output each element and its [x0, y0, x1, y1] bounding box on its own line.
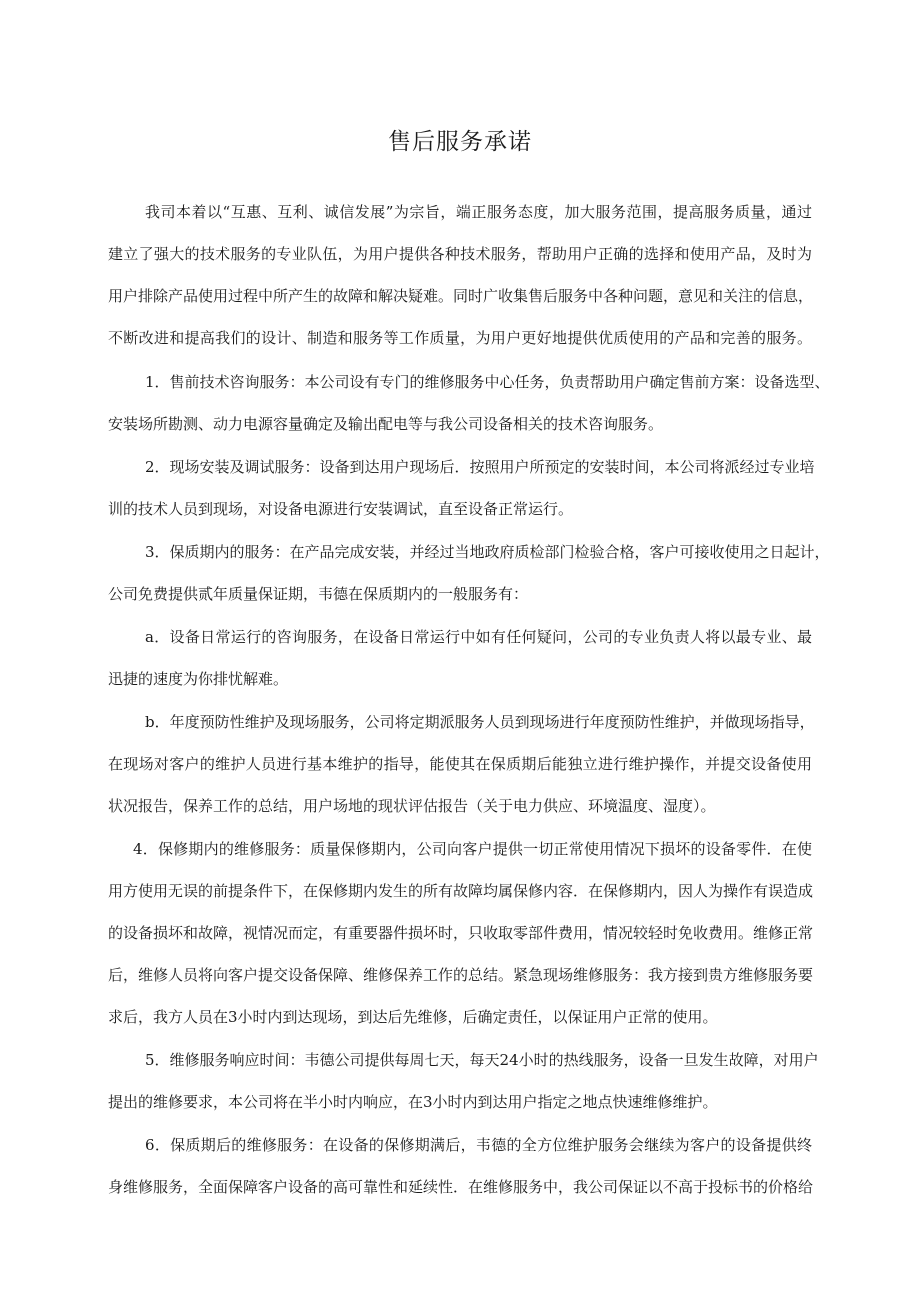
item2-line-2: 训的技术人员到现场，对设备电源进行安装调试，直至设备正常运行。 [108, 500, 574, 518]
item5-line-2: 提出的维修要求，本公司将在半小时内响应，在3小时内到达用户指定之地点快速维修维护。 [108, 1093, 718, 1111]
item1-line-2: 安装场所勘测、动力电源容量确定及输出配电等与我公司设备相关的技术咨询服务。 [108, 415, 664, 433]
item3b-line-3: 状况报告，保养工作的总结，用户场地的现状评估报告（关于电力供应、环境温度、湿度）。 [108, 797, 716, 815]
item2-line-1: 2．现场安装及调试服务：设备到达用户现场后．按照用户所预定的安装时间，本公司将派经过专业培 [145, 458, 815, 476]
intro-line-1: 我司本着以“互惠、互利、诚信发展”为宗旨，端正服务态度，加大服务范围，提高服务质量，通过 [145, 203, 812, 221]
item5-line-1: 5．维修服务响应时间：韦德公司提供每周七天，每天24小时的热线服务，设备一旦发生故障，对用户 [145, 1051, 819, 1069]
item4-line-2: 用方使用无误的前提条件下，在保修期内发生的所有故障均属保修内容．在保修期内，因人为操作有误造成 [108, 882, 814, 900]
item1-line-1: 1．售前技术咨询服务：本公司设有专门的维修服务中心任务，负责帮助用户确定售前方案：设备选型、 [145, 373, 830, 391]
item4-line-1: 4．保修期内的维修服务：质量保修期内，公司向客户提供一切正常使用情况下损坏的设备零件．在使 [133, 840, 812, 858]
item3b-line-1: b．年度预防性维护及现场服务，公司将定期派服务人员到现场进行年度预防性维护，并做现场指导， [145, 713, 815, 731]
item4-line-3: 的设备损坏和故障，视情况而定，有重要器件损坏时，只收取零部件费用，情况较轻时免收费用。维修正常 [108, 924, 814, 942]
item4-line-4: 后，维修人员将向客户提交设备保障、维修保养工作的总结。紧急现场维修服务：我方接到贵方维修服务要 [108, 966, 814, 984]
item6-line-2: 身维修服务，全面保障客户设备的高可靠性和延续性．在维修服务中，我公司保证以不高于投标书的价格给 [108, 1178, 814, 1196]
intro-line-3: 用户排除产品使用过程中所产生的故障和解决疑难。同时广收集售后服务中各种问题，意见和关注的信息， [108, 287, 814, 305]
intro-line-4: 不断改进和提高我们的设计、制造和服务等工作质量，为用户更好地提供优质使用的产品和完善的服务。 [108, 329, 812, 347]
item4-line-5: 求后，我方人员在3小时内到达现场，到达后先维修，后确定责任，以保证用户正常的使用。 [108, 1008, 718, 1026]
item3a-line-1: a．设备日常运行的咨询服务，在设备日常运行中如有任何疑问，公司的专业负责人将以最专业、最 [145, 628, 812, 646]
item3b-line-2: 在现场对客户的维护人员进行基本维护的指导，能使其在保质期后能独立进行维护操作，并提交设备使用 [108, 755, 812, 773]
page-title: 售后服务承诺 [388, 129, 532, 155]
item6-line-1: 6．保质期后的维修服务：在设备的保修期满后，韦德的全方位维护服务会继续为客户的设备提供终 [145, 1136, 812, 1154]
intro-line-2: 建立了强大的技术服务的专业队伍，为用户提供各种技术服务，帮助用户正确的选择和使用产品，及时为 [108, 245, 812, 263]
item3a-line-2: 迅捷的速度为你排忧解难。 [108, 670, 289, 688]
item3-line-1: 3．保质期内的服务：在产品完成安装，并经过当地政府质检部门检验合格，客户可接收使用之日起计， [145, 543, 830, 561]
item3-line-2: 公司免费提供贰年质量保证期，韦德在保质期内的一般服务有： [108, 585, 529, 603]
